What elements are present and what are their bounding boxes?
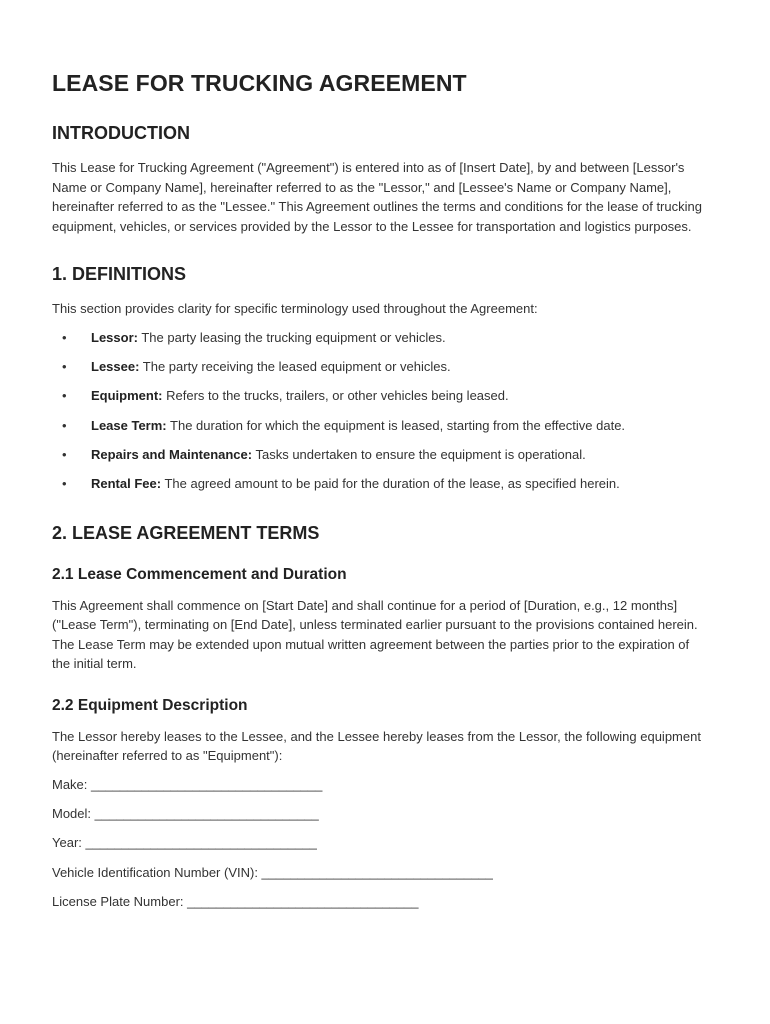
definition-text: The agreed amount to be paid for the duration of the lease, as specified herein. (161, 475, 620, 491)
definition-item (62, 445, 710, 465)
definition-item (62, 416, 710, 436)
lease-terms-heading: 2. LEASE AGREEMENT TERMS (52, 522, 320, 543)
definition-term: Rental Fee: (91, 475, 162, 491)
definition-text: Refers to the trucks, trailers, or other vehicles being leased. (162, 388, 509, 404)
section-2-1-paragraph: This Agreement shall commence on [Start Date] and shall continue for a period of [Duration, e.g., 12 months] ("Lease Term"), terminating on [End Date], unless terminated earlier pursuant to the provisions contained herein. The Lease Term may be extended upon mutual written agreement between the parties prior to the expiration of the initial term. (52, 597, 698, 672)
definition-term: Lessor: (91, 329, 138, 345)
bullet-icon: • (62, 359, 67, 375)
bullet-icon: • (62, 446, 67, 462)
bullet-icon: • (62, 417, 67, 433)
bullet-icon: • (62, 475, 67, 491)
definition-term: Equipment: (91, 388, 163, 404)
equipment-fields (52, 775, 710, 911)
definitions-list (52, 328, 710, 494)
bullet-icon: • (62, 388, 67, 404)
definition-term: Lease Term: (91, 417, 167, 433)
definition-text: Tasks undertaken to ensure the equipment is operational. (252, 446, 586, 462)
section-2-2-paragraph: The Lessor hereby leases to the Lessee, and the Lessee hereby leases from the Lessor, the following equipment (hereinafter referred to as "Equipment"): (52, 728, 701, 764)
year-field[interactable]: Year: ________________________________ (52, 835, 317, 851)
definition-item (62, 328, 710, 348)
section-2-2-heading: 2.2 Equipment Description (52, 696, 248, 714)
definition-item (62, 386, 710, 406)
introduction-paragraph: This Lease for Trucking Agreement ("Agreement") is entered into as of [Insert Date], by and between [Lessor's Name or Company Name], hereinafter referred to as the "Lessor," and [Lessee's Name or Company Name], hereinafter referred to as the "Lessee." This Agreement outlines the terms and conditions for the lease of trucking equipment, vehicles, or services provided by the Lessor to the Lessee for transportation and logistics purposes. (52, 160, 702, 234)
introduction-heading: INTRODUCTION (52, 123, 190, 143)
definition-text: The party leasing the trucking equipment or vehicles. (137, 329, 446, 345)
license-plate-field[interactable]: License Plate Number: ________________________________ (52, 893, 419, 909)
definition-term: Lessee: (91, 359, 140, 375)
definitions-intro: This section provides clarity for specific terminology used throughout the Agreement: (52, 301, 538, 317)
definition-item (62, 474, 710, 494)
make-field[interactable]: Make: ________________________________ (52, 777, 323, 793)
bullet-icon: • (62, 329, 67, 345)
definition-term: Repairs and Maintenance: (91, 446, 253, 462)
model-field[interactable]: Model: _______________________________ (52, 806, 319, 822)
vin-field[interactable]: Vehicle Identification Number (VIN): ________________________________ (52, 864, 493, 880)
definition-text: The duration for which the equipment is leased, starting from the effective date. (166, 417, 626, 433)
definitions-heading: 1. DEFINITIONS (52, 264, 187, 285)
document-title: LEASE FOR TRUCKING AGREEMENT (52, 70, 467, 96)
definition-text: The party receiving the leased equipment or vehicles. (139, 359, 451, 375)
definition-item (62, 357, 710, 377)
section-2-1-heading: 2.1 Lease Commencement and Duration (52, 565, 347, 583)
